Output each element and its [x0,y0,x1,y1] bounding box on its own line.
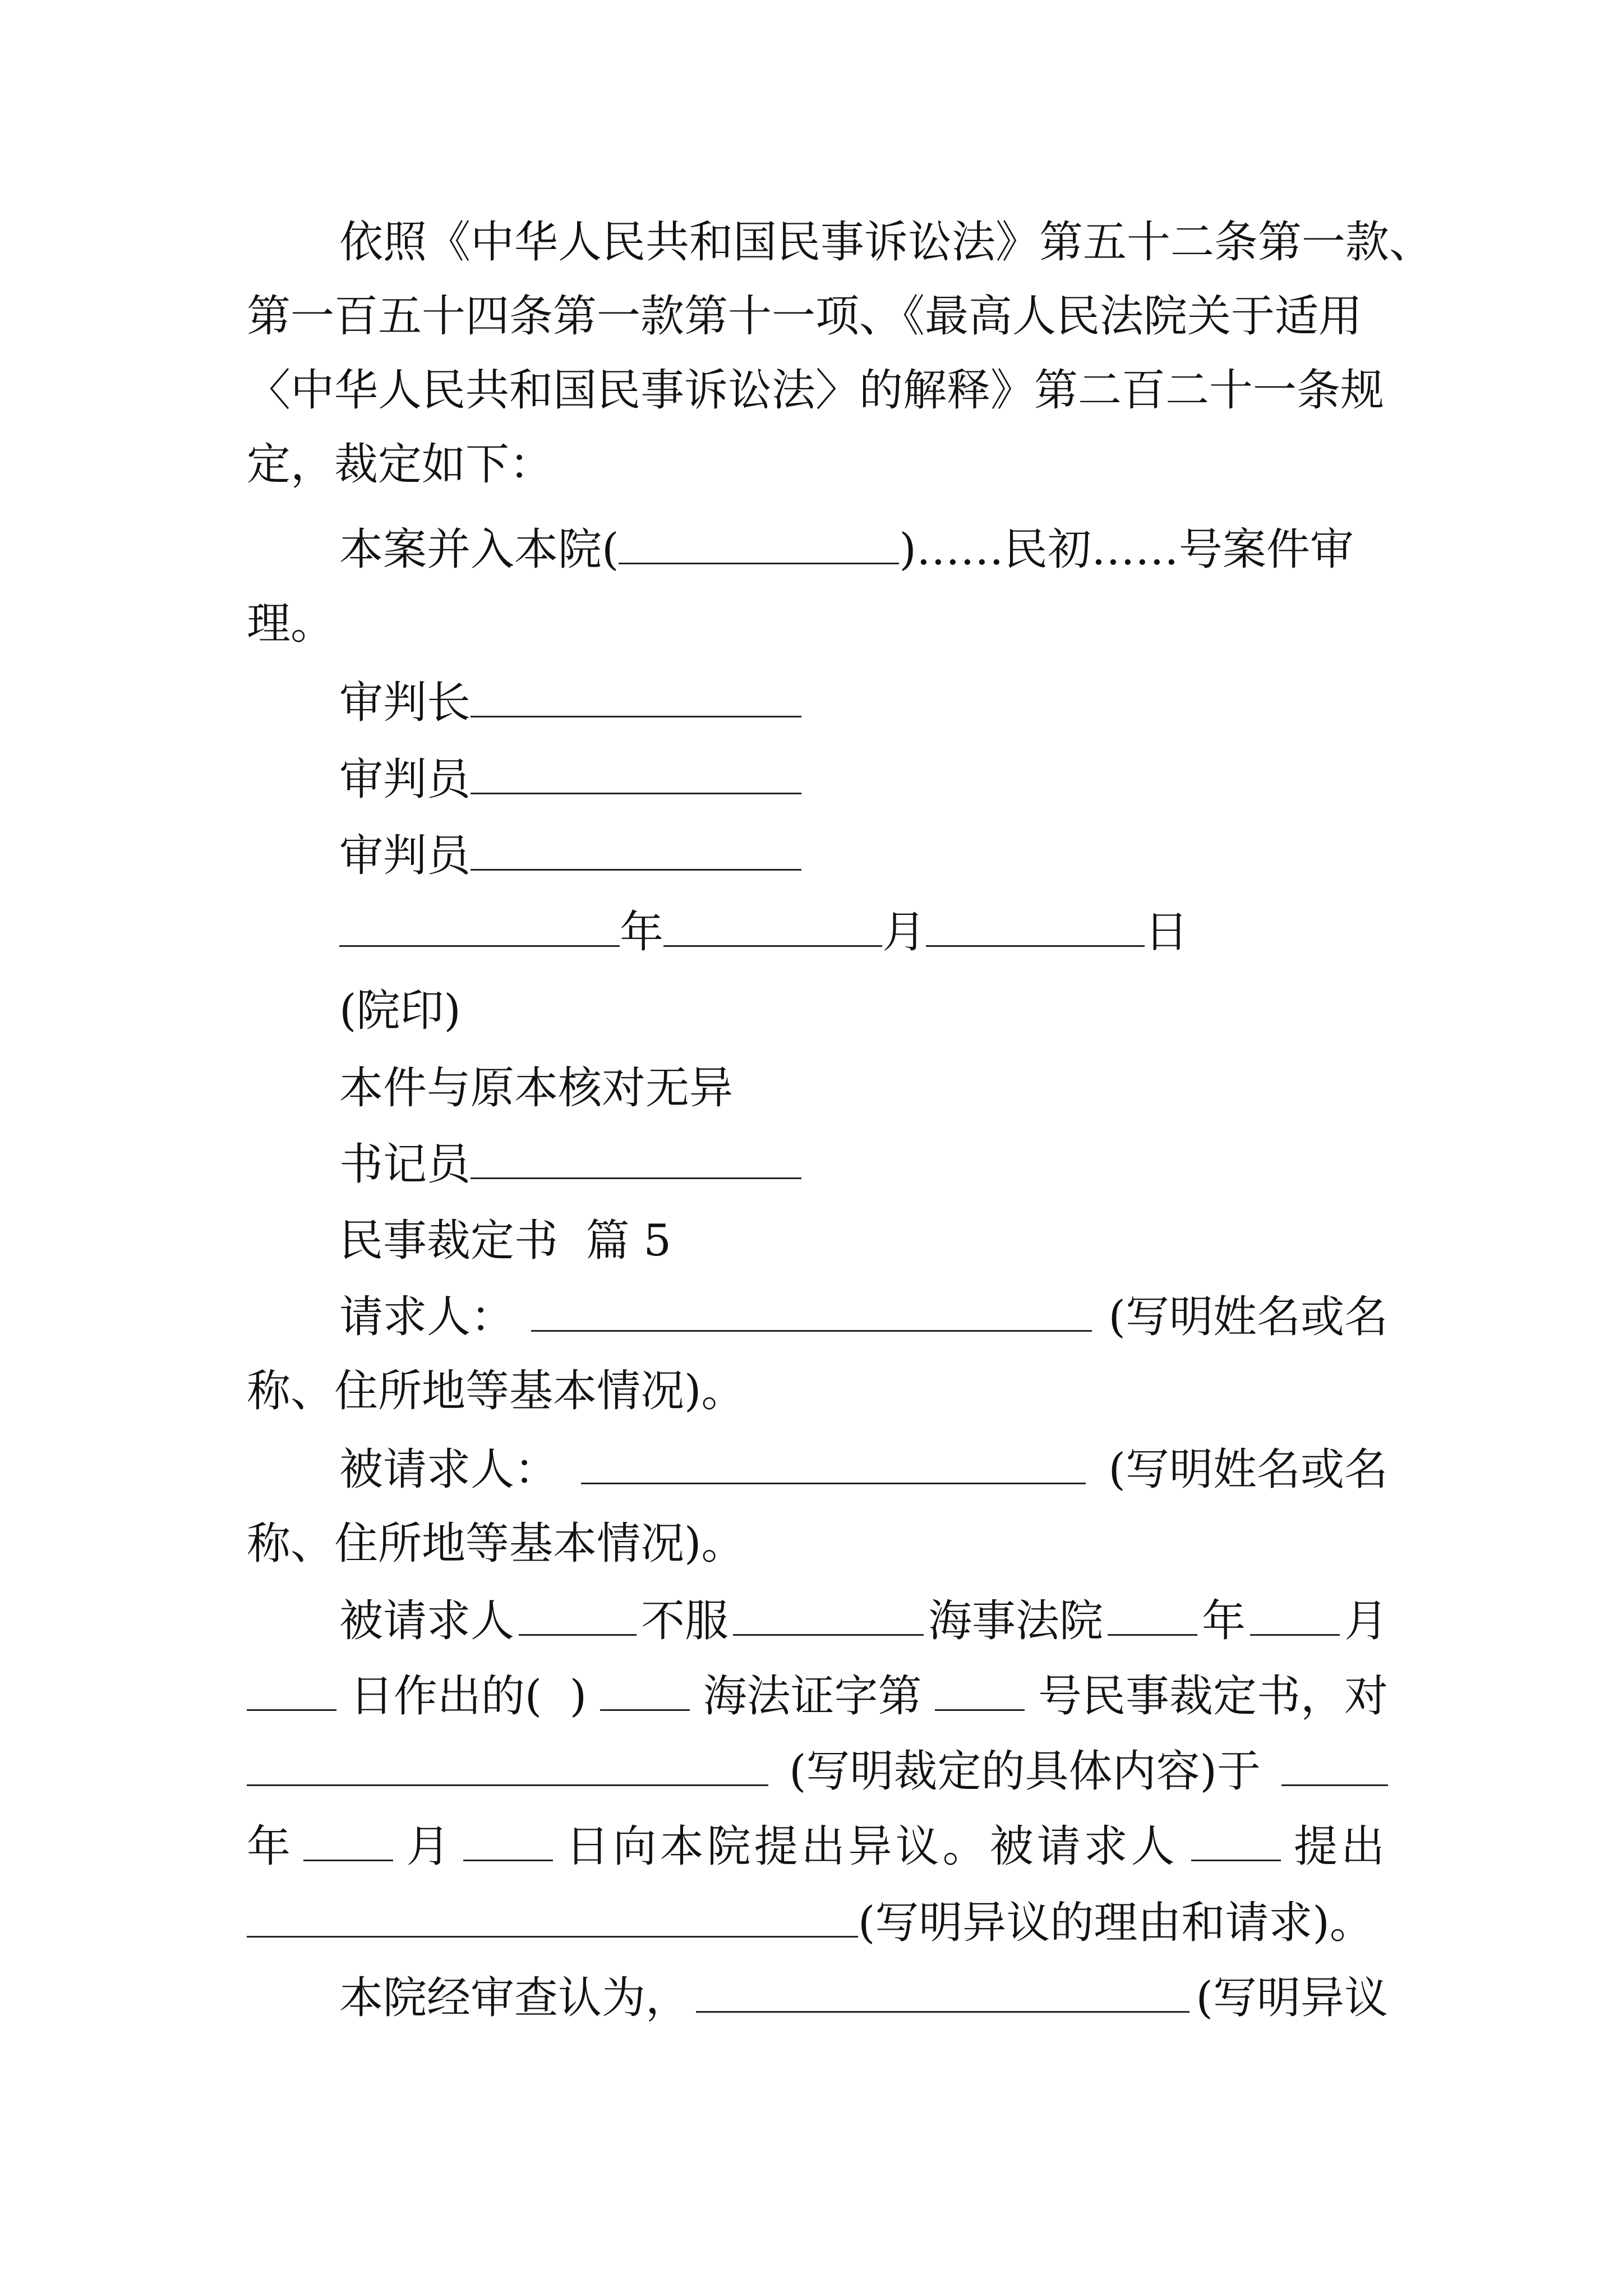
judge-line: 审判员 [339,828,801,884]
fill-blank[interactable] [247,1745,768,1786]
month-blank[interactable] [663,906,882,947]
verification-text: 本件与原本核对无异 [339,1063,734,1114]
paragraph-line: (写明异议的理由和请求)。 [247,1895,1373,1951]
date-line: 年 月 日 [339,904,1188,960]
paragraph-line: 日作出的( ) 海法证字第 号民事裁定书，对 [247,1668,1388,1724]
day-blank[interactable] [926,906,1145,947]
fill-blank[interactable] [1108,1595,1197,1636]
fill-blank[interactable] [463,1820,553,1861]
judge-signature-blank[interactable] [471,830,801,871]
paragraph-line: 称、住所地等基本情况)。 [247,1519,745,1569]
fill-blank[interactable] [247,1670,336,1711]
paragraph-line: 第一百五十四条第一款第十一项、《最高人民法院关于适用 [247,291,1363,342]
paragraph-line: 本院经审查认为， (写明异议 [339,1973,1388,2023]
fill-blank[interactable] [303,1820,393,1861]
year-blank[interactable] [339,906,620,947]
clerk-line: 书记员 [339,1137,801,1193]
paragraph-line: 年 月 日向本院提出异议。被请求人 提出 [247,1821,1388,1872]
paragraph-line: 本案并入本院( )……民初……号案件审 [339,524,1354,575]
fill-blank[interactable] [733,1595,924,1636]
clerk-signature-blank[interactable] [471,1138,801,1179]
section-title: 民事裁定书 篇 5 [339,1216,672,1266]
court-seal-text: (院印) [339,986,461,1036]
chief-judge-line: 审判长 [339,675,801,731]
judge-signature-blank[interactable] [471,753,801,794]
fill-blank[interactable] [519,1595,637,1636]
paragraph-line: (写明裁定的具体内容)于 [247,1743,1388,1800]
respondent-line: 被请求人： (写明姓名或名 [339,1444,1388,1495]
paragraph-line: 称、住所地等基本情况)。 [247,1366,745,1416]
fill-blank[interactable] [935,1670,1025,1711]
fill-blank[interactable] [600,1670,690,1711]
petitioner-blank[interactable] [531,1291,1092,1332]
fill-blank[interactable] [619,523,899,564]
paragraph-line: 定，裁定如下： [247,439,554,490]
fill-blank[interactable] [1191,1820,1281,1861]
chief-judge-signature-blank[interactable] [471,677,801,717]
paragraph-line: 被请求人 不服 海事法院 年 月 [339,1596,1388,1646]
petitioner-line: 请求人： (写明姓名或名 [339,1292,1388,1342]
paragraph-line: 依照《中华人民共和国民事诉讼法》第五十二条第一款、 [339,217,1433,268]
paragraph-line: 〈中华人民共和国民事诉讼法〉的解释》第二百二十一条规 [247,365,1385,416]
fill-blank[interactable] [247,1897,858,1938]
paragraph-line: 理。 [247,599,335,649]
fill-blank[interactable] [696,1972,1189,2013]
fill-blank[interactable] [1281,1745,1388,1786]
respondent-blank[interactable] [581,1443,1086,1484]
fill-blank[interactable] [1250,1595,1340,1636]
judge-line: 审判员 [339,752,801,808]
